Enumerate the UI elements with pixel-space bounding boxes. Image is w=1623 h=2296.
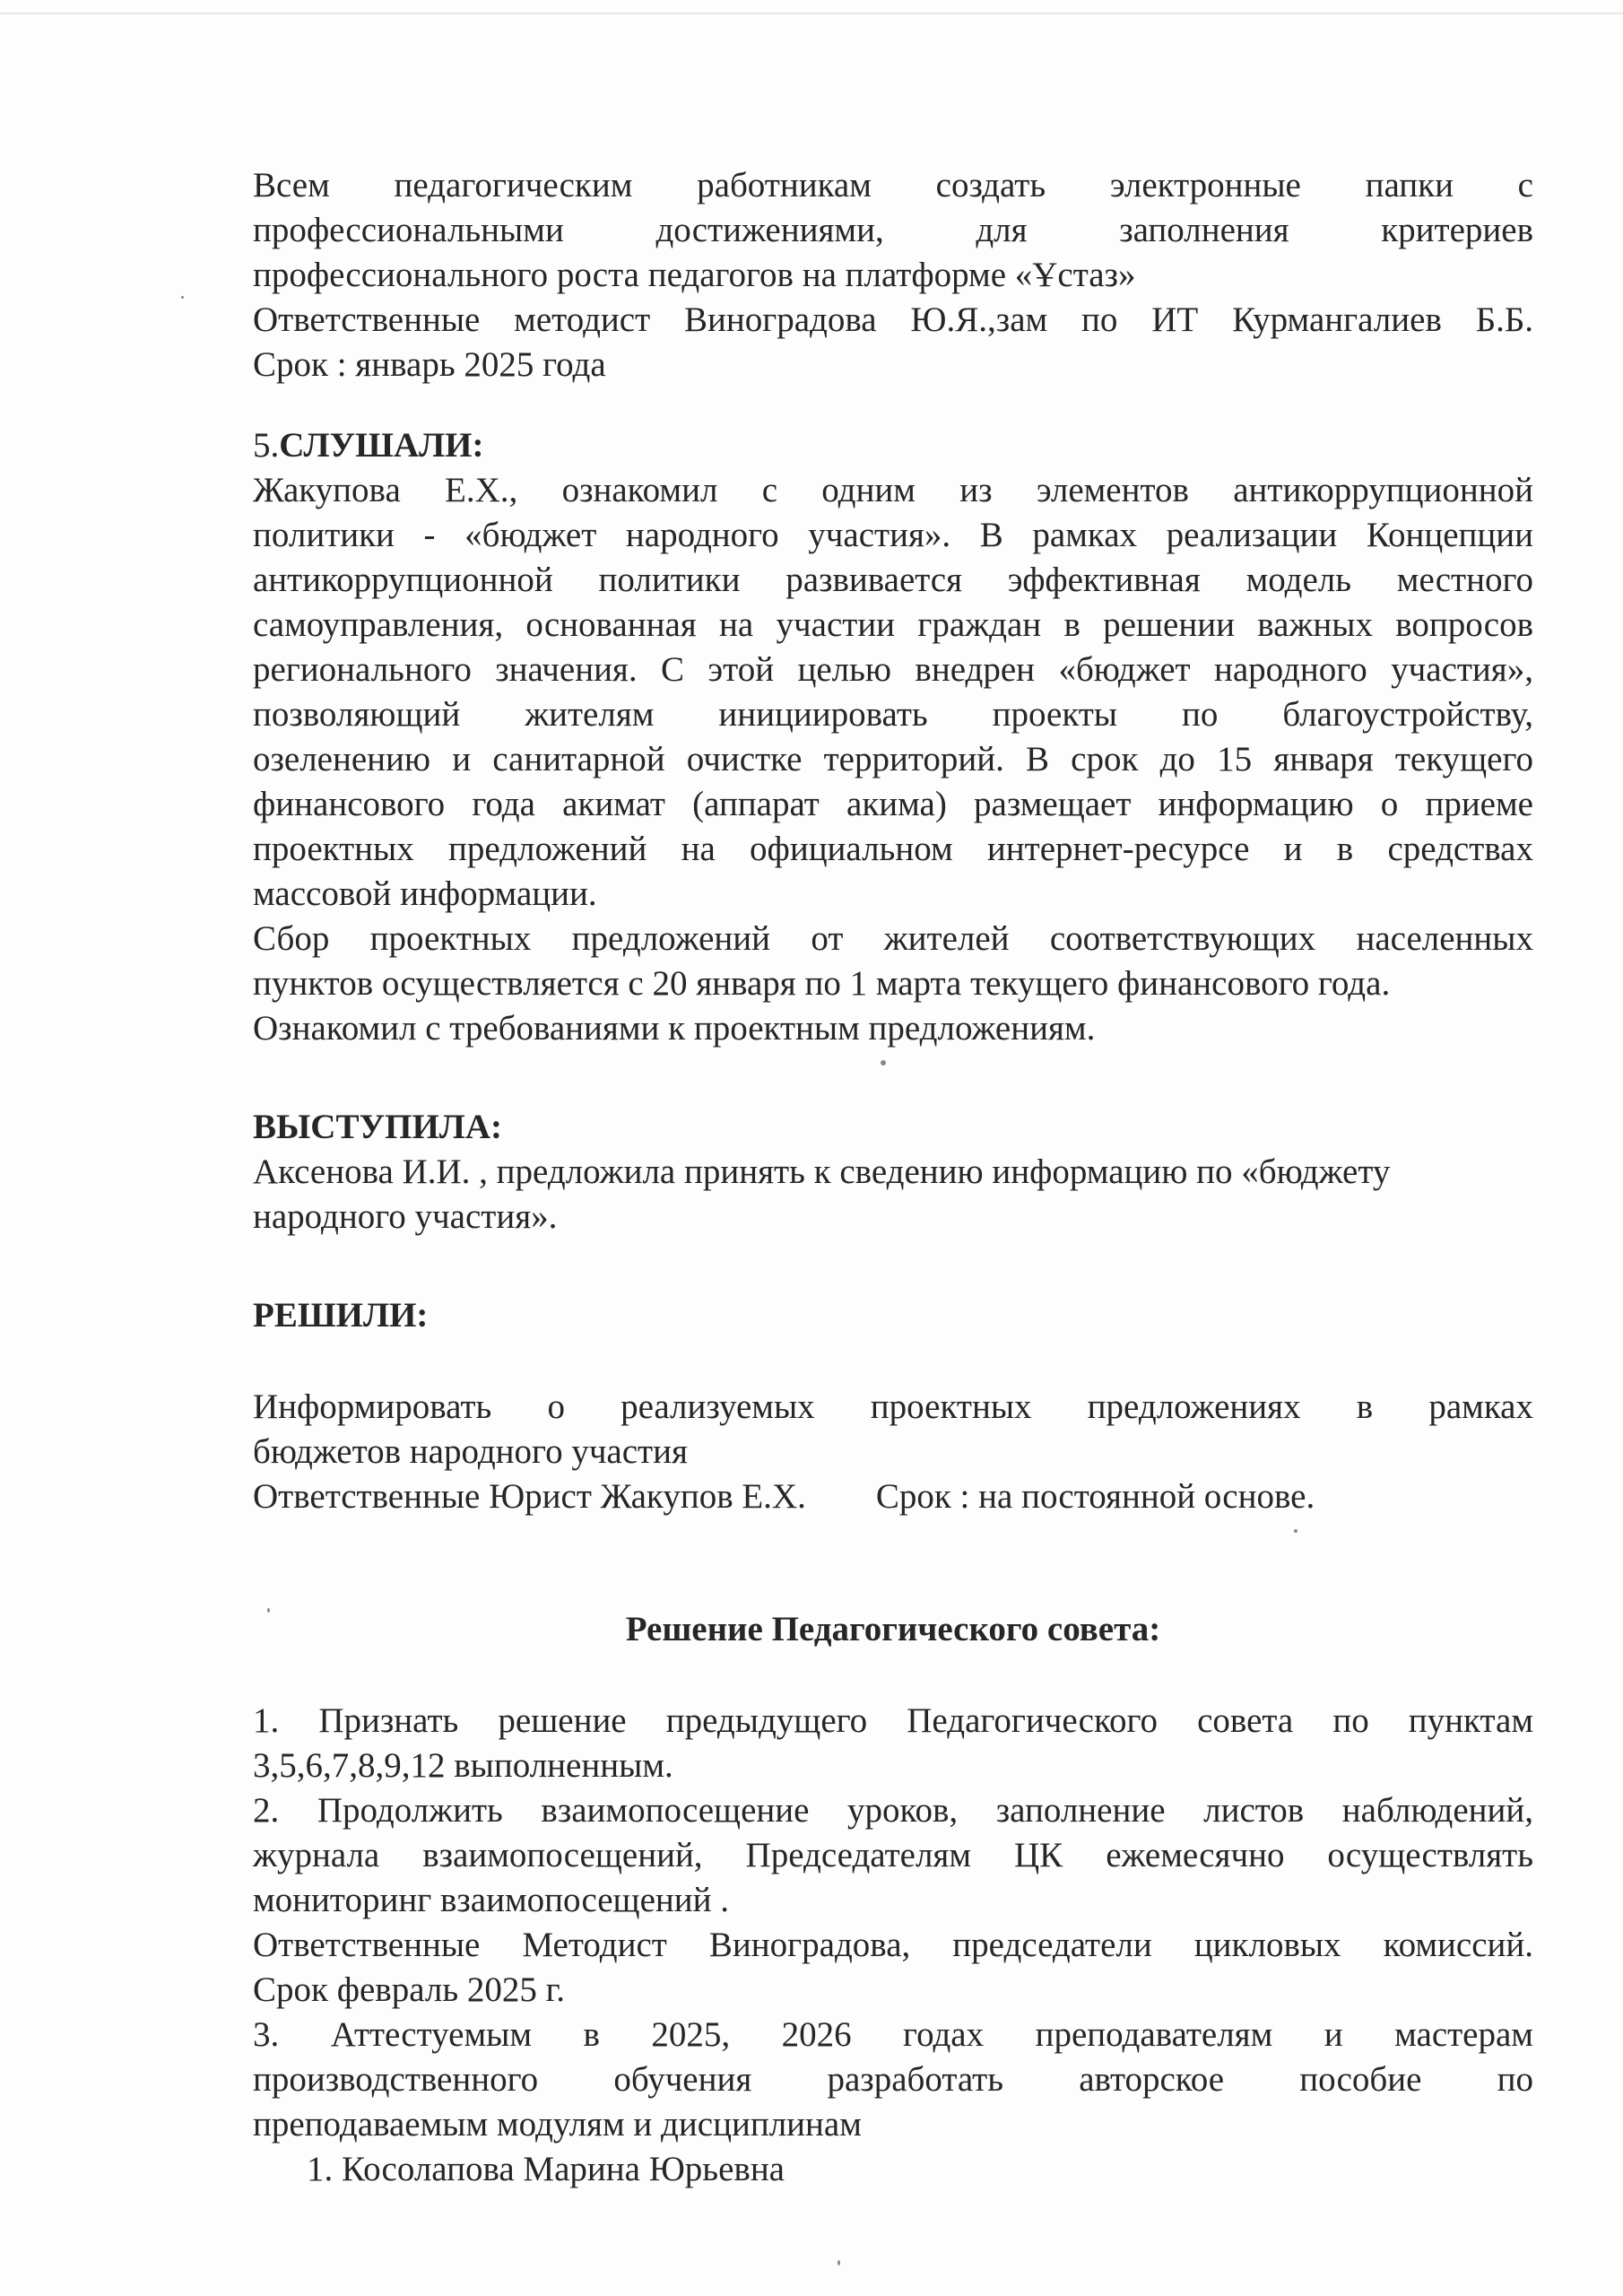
deadline-line: Срок : январь 2025 года <box>253 345 606 384</box>
section-decided <box>253 1293 1533 1519</box>
responsible-line: Ответственные Методист Виноградова, председатели цикловых комиссий. <box>253 1926 1533 1964</box>
scan-speck <box>181 296 184 299</box>
scan-edge-line <box>0 13 1623 14</box>
section-heading-text: СЛУШАЛИ: <box>279 426 484 465</box>
scan-speck <box>1294 1529 1298 1533</box>
text-line: пунктов осуществляется с 20 января по 1 марта текущего финансового года. <box>253 964 1391 1003</box>
text-line: Информировать о реализуемых проектных предложениях в рамках <box>253 1387 1533 1426</box>
scan-speck <box>267 1608 270 1613</box>
deadline-line: Срок февраль 2025 г. <box>253 1970 565 2009</box>
responsible-line <box>253 1474 1533 1519</box>
text-line: производственного обучения разработать авторское пособие по <box>253 2060 1533 2099</box>
text-line: преподаваемым модулям и дисциплинам <box>253 2105 862 2144</box>
text-line: политики - «бюджет народного участия». В рамках реализации Концепции <box>253 516 1533 554</box>
text-line: самоуправления, основанная на участии граждан в решении важных вопросов <box>253 605 1533 644</box>
text-line: профессионального роста педагогов на платформе «Ұстаз» <box>253 256 1136 294</box>
text-line: 3. Аттестуемым в 2025, 2026 годах преподавателям и мастерам <box>253 2015 1533 2054</box>
list-item: 1. Косолапова Марина Юрьевна <box>307 2150 785 2188</box>
text-line: журнала взаимопосещений, Председателям ЦК ежемесячно осуществлять <box>253 1836 1533 1874</box>
deadline-text: Срок : на постоянной основе. <box>875 1477 1315 1516</box>
text-line: позволяющий жителям инициировать проекты по благоустройству, <box>253 695 1533 734</box>
text-line: Сбор проектных предложений от жителей соответствующих населенных <box>253 919 1533 958</box>
text-line: проектных предложений на официальном интернет-ресурсе и в средствах <box>253 830 1533 868</box>
text-line: регионального значения. С этой целью внедрен «бюджет народного участия», <box>253 650 1533 689</box>
text-line: Всем педагогическим работникам создать электронные папки с <box>253 166 1533 204</box>
text-line: антикоррупционной политики развивается эффективная модель местного <box>253 561 1533 599</box>
council-heading: Решение Педагогического совета: <box>625 1610 1161 1648</box>
text-line: Аксенова И.И. , предложила принять к сведению информацию по «бюджету <box>253 1152 1391 1191</box>
section-heading: ВЫСТУПИЛА: <box>253 1108 502 1146</box>
paragraph-electronic-folders <box>253 163 1533 387</box>
text-line: массовой информации. <box>253 874 597 913</box>
section-listened <box>253 423 1533 1051</box>
text-line: мониторинг взаимопосещений . <box>253 1881 730 1919</box>
text-line: народного участия». <box>253 1197 558 1236</box>
text-line: Ознакомил с требованиями к проектным предложениям. <box>253 1009 1096 1048</box>
section-heading <box>253 423 1533 468</box>
section-heading: РЕШИЛИ: <box>253 1296 429 1335</box>
document-body <box>253 163 1533 2192</box>
text-line: 3,5,6,7,8,9,12 выполненным. <box>253 1746 673 1785</box>
section-spoke <box>253 1105 1533 1239</box>
text-line: 2. Продолжить взаимопосещение уроков, заполнение листов наблюдений, <box>253 1791 1533 1830</box>
section-council-decision <box>253 1607 1533 2192</box>
responsible-text: Ответственные Юрист Жакупов Е.Х. <box>253 1477 806 1516</box>
text-line: Жакупова Е.Х., ознакомил с одним из элементов антикоррупционной <box>253 471 1533 509</box>
text-line: озеленению и санитарной очистке территорий. В срок до 15 января текущего <box>253 740 1533 778</box>
text-line: 1. Признать решение предыдущего Педагогического совета по пунктам <box>253 1701 1533 1740</box>
scan-speck <box>881 1060 886 1065</box>
section-number: 5. <box>253 426 280 465</box>
responsible-line: Ответственные методист Виноградова Ю.Я.,зам по ИТ Курмангалиев Б.Б. <box>253 300 1533 339</box>
scan-speck <box>838 2260 840 2266</box>
text-line: финансового года акимат (аппарат акима) размещает информацию о приеме <box>253 785 1533 823</box>
text-line: профессиональными достижениями, для заполнения критериев <box>253 211 1533 249</box>
text-line: бюджетов народного участия <box>253 1432 688 1471</box>
